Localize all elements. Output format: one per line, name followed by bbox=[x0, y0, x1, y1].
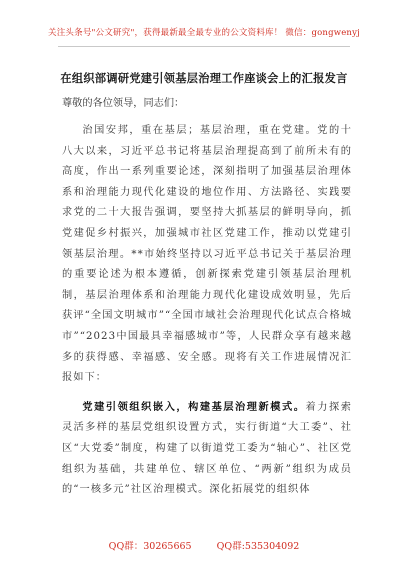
section-lead: 党建引领组织嵌入，构建基层治理新模式。 bbox=[82, 400, 306, 413]
footer-contact bbox=[0, 538, 408, 552]
document-body bbox=[62, 121, 352, 501]
body-paragraph: 治国安邦，重在基层；基层治理，重在党建。党的十八大以来，习近平总书记将基层治理提高到了前所未有的高度，作出一系列重要论述，深刻指明了加强基层治理体系和治理能力现代化建设的地位作用、方法路径、实践要求党的二十大报告强调，要坚持大抓基层的鲜明导向，抓党建促乡村振兴，加强城市社区党建工作，推动以党建引领基层治理。**市始终坚持以习近平总书记关于基层治理的重要论述为根本遵循，创新探索党建引领基层治理机制，基层治理体系和治理能力现代化建设成效明显，先后获评“全国文明城市”“全国市域社会治理现代化试点合格城市”“2023中国最具幸福感城市”等，人民群众享有越来越多的获得感、幸福感、安全感。现将有关工作进展情况汇报如下： bbox=[62, 125, 352, 384]
section-text: 着力探索灵活多样的基层党组织设置方式，实行街道“大工委”、社区“大党委”制度，构建了以街道党工委为“轴心”、社区党组织为基础，共建单位、辖区单位、“两新”组织为成员的“一核多元”社区治理模式。深化拓展党的组织体 bbox=[62, 401, 353, 496]
header-banner: 关注头条号"公文研究"，获得最新最全最专业的公文资料库！ 微信：gongwenyj bbox=[48, 28, 360, 38]
document-title: 在组织部调研党建引领基层治理工作座谈会上的汇报发言 bbox=[60, 71, 348, 85]
salutation: 尊敬的各位领导，同志们： bbox=[62, 98, 185, 109]
footer-qq-group-2: QQ群:535304092 bbox=[216, 541, 300, 552]
header-divider bbox=[58, 46, 350, 47]
footer-qq-group-1: QQ群：30265665 bbox=[108, 541, 192, 552]
section-paragraph bbox=[62, 397, 352, 501]
